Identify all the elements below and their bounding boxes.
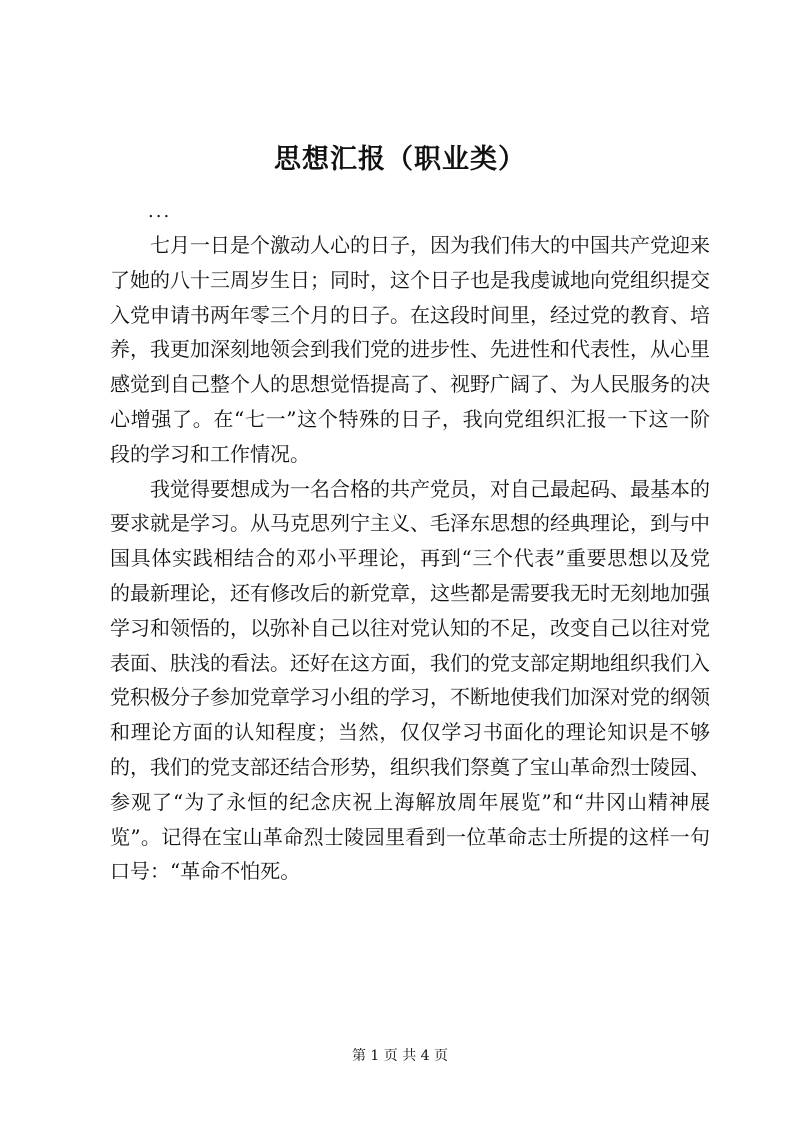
paragraph-1: 七月一日是个激动人心的日子，因为我们伟大的中国共产党迎来了她的八十三周岁生日；同时，这个日子也是我虔诚地向党组织提交入党申请书两年零三个月的日子。在这段时间里，经过党的教育、培养，我更加深刻地领会到我们党的进步性、先进性和代表性，从心里感觉到自己整个人的思想觉悟提高了、视野广阔了、为人民服务的决心增强了。在“七一”这个特殊的日子，我向党组织汇报一下这一阶段的学习和工作情况。 <box>110 233 710 466</box>
document-title: 思想汇报（职业类） <box>274 144 526 175</box>
paragraph-2: 我觉得要想成为一名合格的共产党员，对自己最起码、最基本的要求就是学习。从马克思列宁主义、毛泽东思想的经典理论，到与中国具体实践相结合的邓小平理论，再到“三个代表”重要思想以及党的最新理论，还有修改后的新党章，这些都是需要我无时无刻地加强学习和领悟的，以弥补自己以往对党认知的不足，改变自己以往对党表面、肤浅的看法。还好在这方面，我们的党支部定期地组织我们入党积极分子参加党章学习小组的学习，不断地使我们加深对党的纲领和理论方面的认知程度；当然，仅仅学习书面化的理论知识是不够的，我们的党支部还结合形势，组织我们祭奠了宝山革命烈士陵园、参观了“为了永恒的纪念庆祝上海解放周年展览”和“井冈山精神展览”。记得在宝山革命烈士陵园里看到一位革命志士所提的这样一句口号：“革命不怕死。 <box>110 476 710 884</box>
ellipsis-marker: ... <box>148 201 172 222</box>
document-body <box>110 228 710 889</box>
page-footer: 第 1 页 共 4 页 <box>351 1048 449 1064</box>
